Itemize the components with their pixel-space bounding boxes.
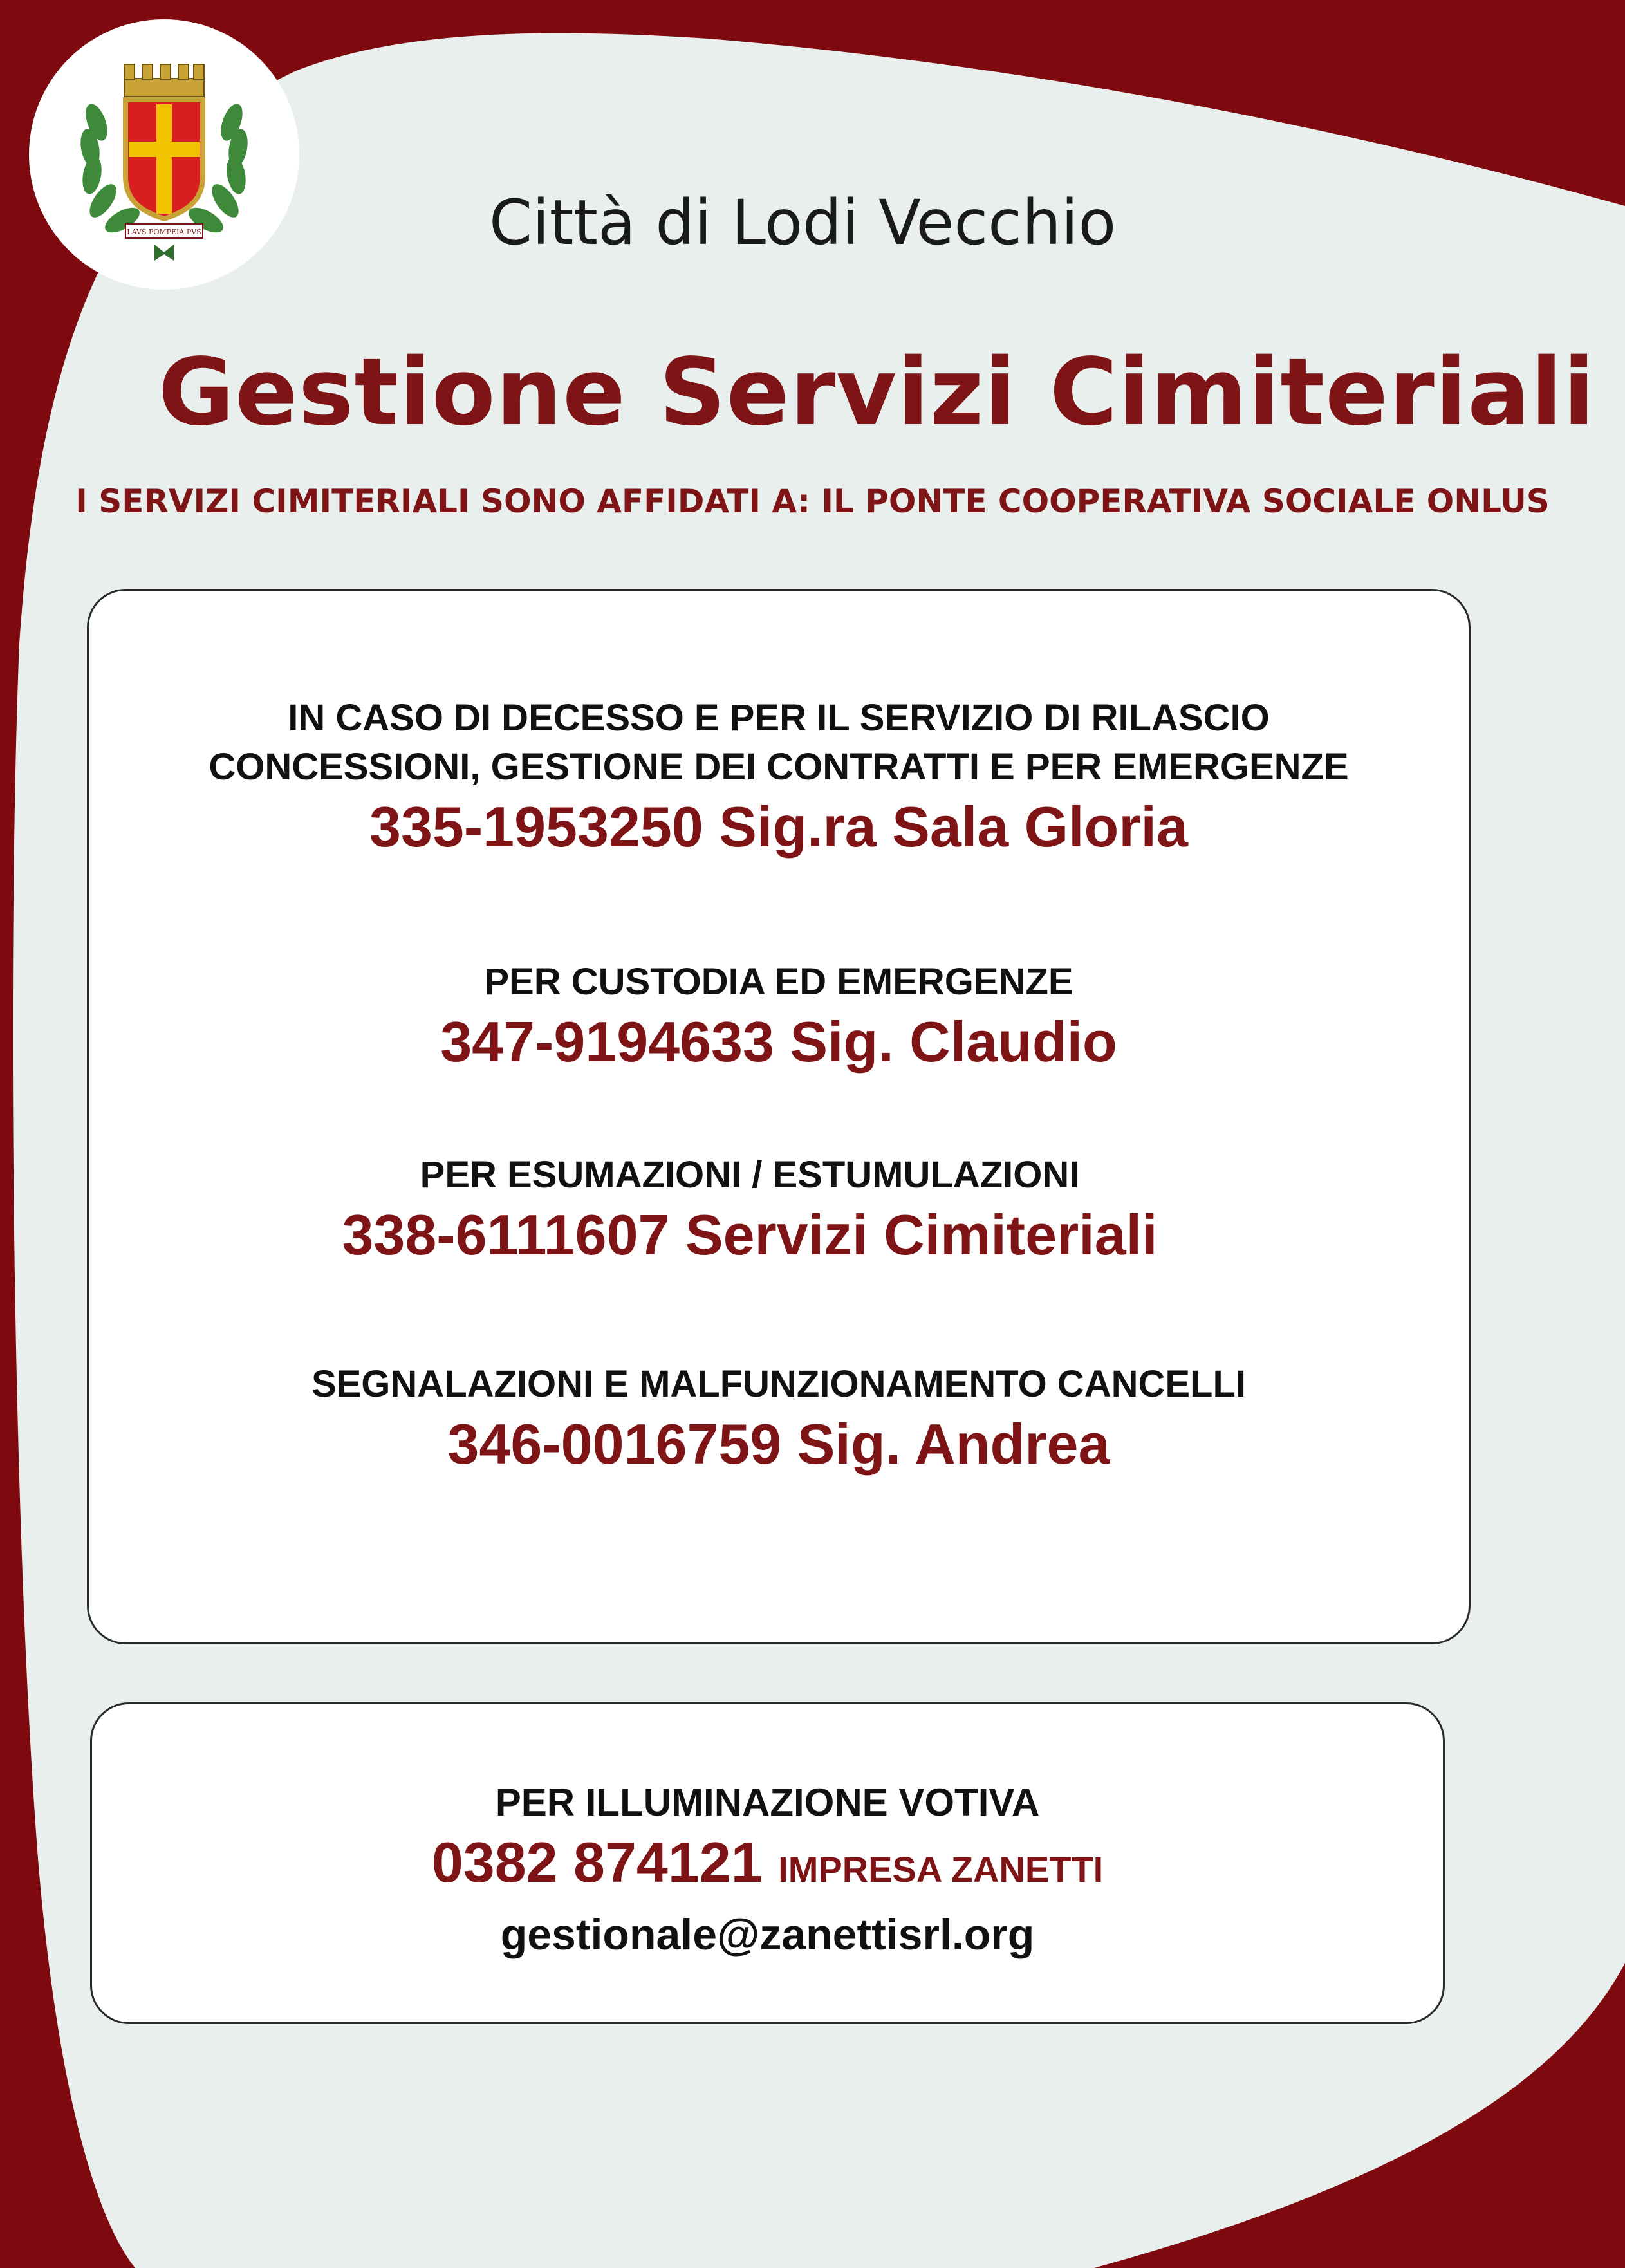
votiva-email[interactable]: gestionale@zanettisrl.org bbox=[500, 1910, 1035, 1959]
page-subtitle: I SERVIZI CIMITERIALI SONO AFFIDATI A: IL PONTE COOPERATIVA SOCIALE ONLUS bbox=[75, 483, 1550, 520]
page-title: Gestione Servizi Cimiteriali bbox=[158, 338, 1596, 446]
votiva-label: PER ILLUMINAZIONE VOTIVA bbox=[495, 1781, 1040, 1824]
votiva-phone: 0382 874121 bbox=[431, 1830, 763, 1894]
contact-label: IN CASO DI DECESSO E PER IL SERVIZIO DI RILASCIO bbox=[288, 697, 1270, 739]
contact-label: CONCESSIONI, GESTIONE DEI CONTRATTI E PER EMERGENZE bbox=[209, 746, 1349, 788]
contact-label: PER ESUMAZIONI / ESTUMULAZIONI bbox=[420, 1154, 1080, 1196]
contact-label: SEGNALAZIONI E MALFUNZIONAMENTO CANCELLI bbox=[311, 1363, 1247, 1405]
contact-cancelli bbox=[89, 1360, 1469, 1480]
crest-motto: LAVS POMPEIA PVS bbox=[127, 228, 201, 236]
contact-label: PER CUSTODIA ED EMERGENZE bbox=[484, 961, 1073, 1003]
contact-phone: 338-6111607 Servizi Cimiteriali bbox=[342, 1203, 1158, 1267]
contact-decesso bbox=[89, 694, 1469, 862]
votiva-box bbox=[90, 1702, 1445, 2024]
city-name: Città di Lodi Vecchio bbox=[489, 187, 1117, 259]
contact-phone: 347-9194633 Sig. Claudio bbox=[440, 1010, 1117, 1074]
contacts-box bbox=[87, 589, 1471, 1644]
contact-custodia bbox=[89, 958, 1469, 1077]
contact-phone: 335-1953250 Sig.ra Sala Gloria bbox=[369, 795, 1188, 859]
votiva-company: IMPRESA ZANETTI bbox=[778, 1849, 1104, 1890]
contact-votiva bbox=[92, 1778, 1443, 1964]
contact-phone: 346-0016759 Sig. Andrea bbox=[447, 1412, 1110, 1476]
contact-esumazioni bbox=[89, 1151, 1469, 1270]
